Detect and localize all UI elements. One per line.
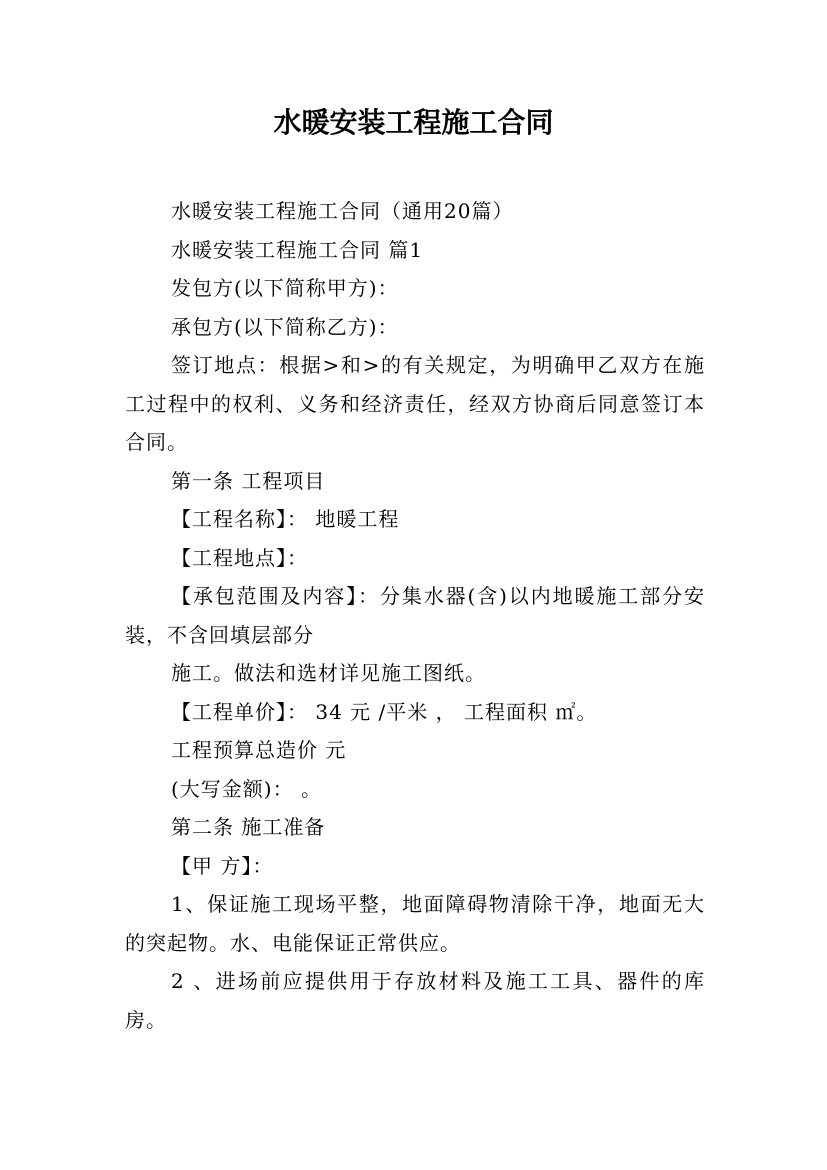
unit-price-line: 【工程单价】： 34 元 /平米 ， 工程面积 ㎡。 [171, 699, 598, 724]
contract-scope-paragraph: 【承包范围及内容】：分集水器(含)以内地暖施工部分安装，不含回填层部分 [125, 584, 705, 647]
total-cost-line: 工程预算总造价 元 [171, 738, 347, 762]
party-b-line: 承包方(以下简称乙方)： [171, 314, 399, 339]
party-a-line: 发包方(以下简称甲方)： [171, 276, 399, 300]
signing-place-paragraph: 签订地点：根据>和>的有关规定，为明确甲乙双方在施工过程中的权利、义务和经济责任，经双方协商后同意签订本合同。 [125, 353, 705, 454]
amount-in-words-line: (大写金额)： 。 [171, 776, 322, 801]
article-heading: 第二条 施工准备 [171, 815, 326, 839]
clause-paragraph: 1、保证施工现场平整，地面障碍物清除干净，地面无大的突起物。水、电能保证正常供应。 [125, 892, 705, 955]
document-title: 水暖安装工程施工合同 [273, 106, 554, 139]
document-body [125, 192, 705, 1039]
clause-paragraph: 2 、进场前应提供用于存放材料及施工工具、器件的库房。 [125, 969, 705, 1032]
section-heading: 水暖安装工程施工合同 篇1 [171, 237, 424, 262]
subtitle-paragraph: 水暖安装工程施工合同（通用20篇） [171, 199, 514, 223]
article-heading: 第一条 工程项目 [171, 468, 326, 493]
party-a-heading: 【甲 方】： [171, 853, 274, 878]
construction-note-line: 施工。做法和选材详见施工图纸。 [171, 661, 486, 685]
project-name-line: 【工程名称】： 地暖工程 [171, 507, 400, 531]
project-location-line: 【工程地点】： [171, 545, 308, 570]
